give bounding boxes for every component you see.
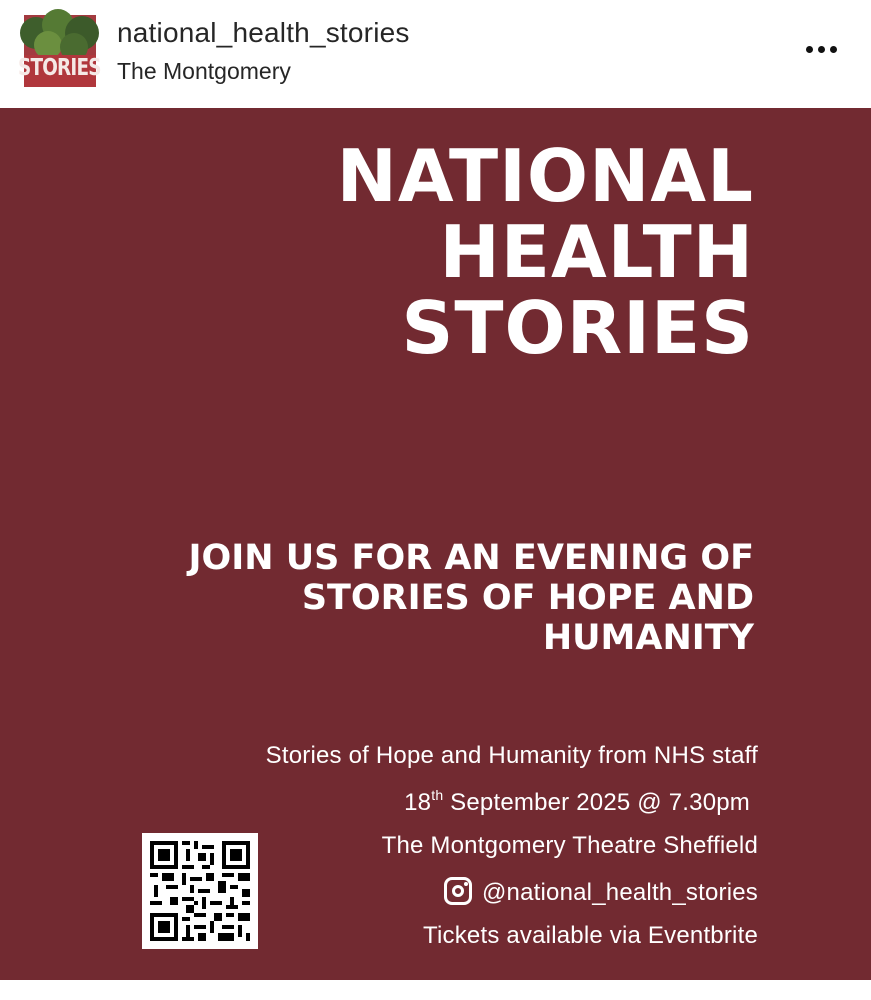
event-tickets: Tickets available via Eventbrite bbox=[423, 922, 758, 949]
location[interactable]: The Montgomery bbox=[117, 58, 291, 84]
handle-text: @national_health_stories bbox=[481, 879, 758, 906]
tagline-line: HUMANITY bbox=[542, 618, 754, 658]
username[interactable]: national_health_stories bbox=[117, 17, 410, 48]
date-suffix: th bbox=[431, 787, 444, 803]
avatar-text: STORIES bbox=[18, 55, 101, 81]
post-image[interactable] bbox=[0, 108, 871, 980]
tagline bbox=[188, 538, 754, 658]
bottom-strip bbox=[0, 980, 871, 1000]
event-date bbox=[404, 787, 750, 817]
title-line: HEALTH bbox=[439, 210, 754, 294]
event-venue: The Montgomery Theatre Sheffield bbox=[381, 832, 758, 859]
title-line: NATIONAL bbox=[336, 134, 754, 218]
tagline-line: JOIN US FOR AN EVENING OF bbox=[188, 538, 754, 578]
date-rest: September 2025 @ 7.30pm bbox=[443, 789, 750, 816]
date-day: 18 bbox=[404, 789, 432, 816]
tagline-line: STORIES OF HOPE AND bbox=[301, 578, 754, 618]
event-handle bbox=[444, 877, 758, 907]
more-horizontal-icon[interactable] bbox=[800, 40, 844, 60]
avatar[interactable] bbox=[18, 15, 101, 87]
title-line: STORIES bbox=[401, 286, 754, 370]
qr-code bbox=[142, 833, 258, 949]
qr-code-icon bbox=[142, 833, 258, 949]
post-title bbox=[336, 134, 754, 370]
instagram-icon bbox=[444, 877, 472, 905]
post-header bbox=[0, 0, 871, 108]
event-subtitle: Stories of Hope and Humanity from NHS staff bbox=[265, 742, 758, 769]
